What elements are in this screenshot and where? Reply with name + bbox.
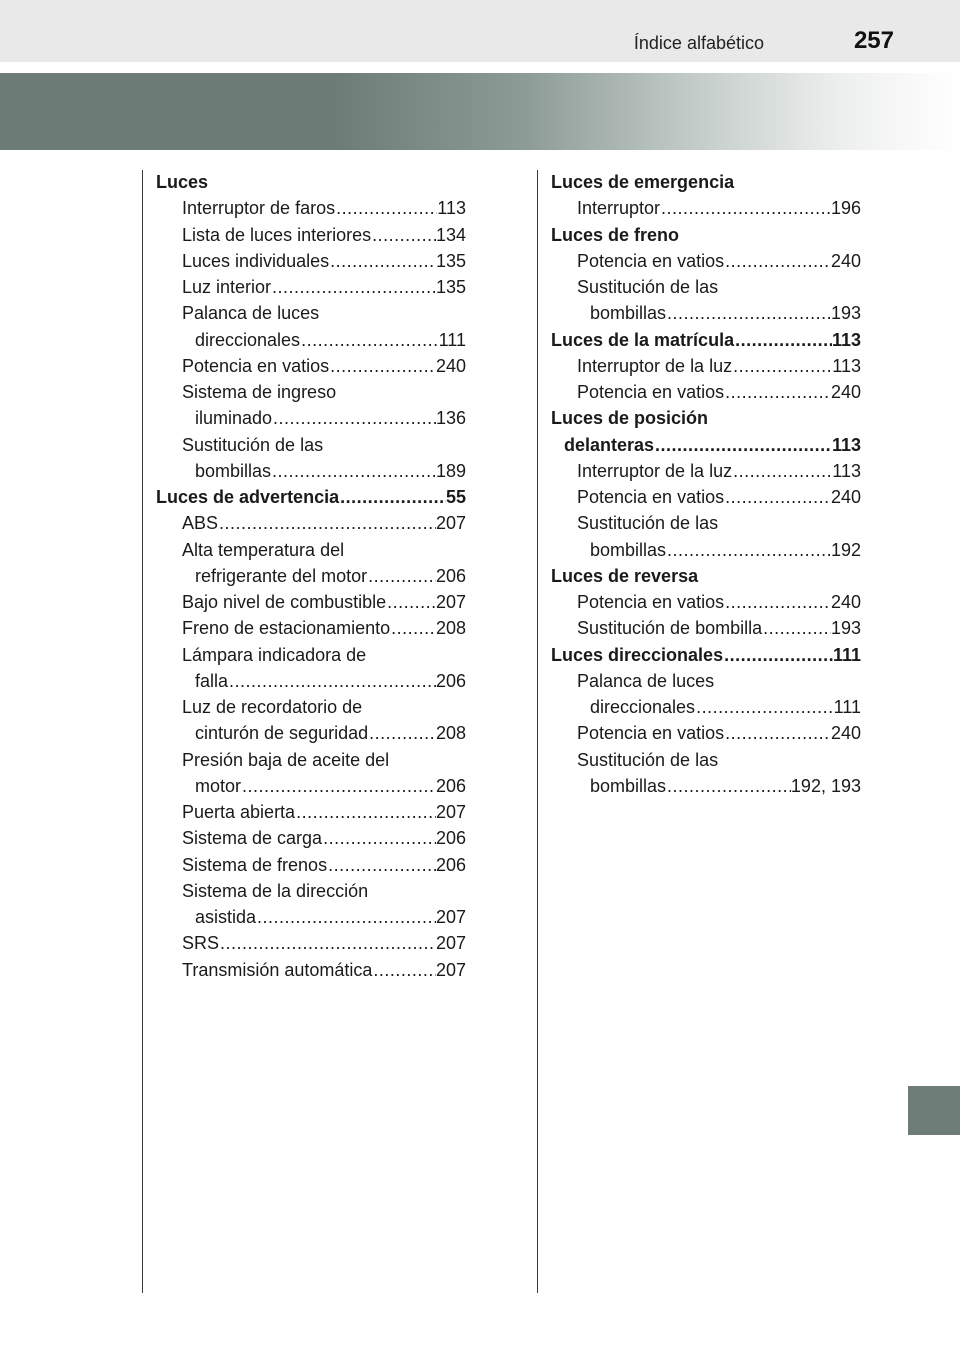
index-entry-text: bombillas bbox=[590, 775, 667, 796]
section-title: Índice alfabético bbox=[633, 33, 764, 53]
index-entry-text: SRS bbox=[182, 933, 220, 954]
index-entry-page: 192 bbox=[830, 539, 861, 560]
index-entry-text: direccionales bbox=[195, 329, 301, 350]
index-entry bbox=[551, 537, 861, 563]
header-bar bbox=[0, 0, 960, 62]
dot-leader bbox=[371, 222, 436, 248]
dot-leader bbox=[339, 484, 446, 510]
index-entry bbox=[156, 642, 466, 668]
index-entry-page: 206 bbox=[435, 854, 466, 875]
index-entry-page: 135 bbox=[435, 277, 466, 297]
index-entry-text: Sistema de frenos bbox=[182, 854, 328, 875]
index-entry bbox=[551, 274, 861, 300]
index-entry-text: Potencia en vatios bbox=[182, 355, 330, 376]
index-entry-text: Presión baja de aceite del bbox=[182, 749, 390, 770]
index-entry-text: Interruptor de faros bbox=[182, 198, 336, 219]
index-entry bbox=[156, 458, 466, 484]
index-entry-text: iluminado bbox=[195, 408, 273, 429]
index-entry bbox=[156, 852, 466, 878]
dot-leader bbox=[228, 668, 436, 694]
index-entry bbox=[551, 694, 861, 720]
index-column-left bbox=[156, 169, 466, 983]
index-entry-page: 113 bbox=[831, 434, 861, 455]
index-entry bbox=[551, 747, 861, 773]
index-entry-text: Sustitución de las bbox=[577, 513, 719, 534]
index-entry-page: 207 bbox=[435, 907, 466, 927]
index-entry-page: 193 bbox=[830, 303, 861, 324]
dot-leader bbox=[368, 720, 436, 746]
index-entry-page: 240 bbox=[830, 250, 861, 271]
index-entry-text: Alta temperatura del bbox=[182, 539, 345, 560]
index-entry-text: direccionales bbox=[590, 697, 696, 717]
index-entry bbox=[156, 248, 466, 274]
index-entry bbox=[156, 300, 466, 326]
index-entry-page: 189 bbox=[435, 460, 466, 481]
index-entry bbox=[551, 379, 861, 405]
dot-leader bbox=[256, 904, 436, 930]
index-entry bbox=[156, 720, 466, 746]
index-entry-page: 113 bbox=[831, 329, 861, 350]
index-entry-page: 207 bbox=[435, 959, 466, 980]
index-entry-page: 134 bbox=[435, 224, 466, 245]
index-entry bbox=[156, 825, 466, 851]
index-entry-text: Luz interior bbox=[182, 277, 272, 297]
index-entry bbox=[551, 432, 861, 458]
dot-leader bbox=[724, 484, 831, 510]
index-entry-text: Transmisión automática bbox=[182, 959, 373, 980]
page-number: 257 bbox=[853, 27, 894, 54]
index-entry bbox=[156, 222, 466, 248]
index-entry-page: 196 bbox=[830, 198, 861, 219]
index-entry-text: motor bbox=[195, 775, 242, 796]
dot-leader bbox=[724, 248, 831, 274]
index-entry-text: Interruptor de la luz bbox=[577, 355, 733, 376]
index-entry bbox=[156, 668, 466, 694]
dot-leader bbox=[666, 300, 831, 326]
index-entry-page: 206 bbox=[435, 828, 466, 849]
index-entry-text: Luz de recordatorio de bbox=[182, 697, 363, 717]
dot-leader bbox=[271, 458, 436, 484]
index-entry-text: Lista de luces interiores bbox=[182, 224, 372, 245]
dot-leader bbox=[386, 589, 436, 615]
index-entry-text: cinturón de seguridad bbox=[195, 723, 369, 744]
dot-leader bbox=[666, 537, 831, 563]
dot-leader bbox=[390, 615, 436, 641]
index-entry bbox=[156, 274, 466, 300]
index-entry bbox=[551, 589, 861, 615]
index-entry-text: Palanca de luces bbox=[577, 670, 715, 691]
index-entry-text: Potencia en vatios bbox=[577, 487, 725, 507]
dot-leader bbox=[732, 353, 832, 379]
index-entry-page: 207 bbox=[435, 513, 466, 534]
index-entry-page: 136 bbox=[435, 408, 466, 429]
index-entry bbox=[551, 248, 861, 274]
index-entry bbox=[551, 773, 861, 799]
index-entry bbox=[156, 353, 466, 379]
index-entry bbox=[156, 537, 466, 563]
index-entry bbox=[156, 169, 466, 195]
index-entry-text: Luces de emergencia bbox=[551, 172, 735, 192]
index-entry-text: Potencia en vatios bbox=[577, 592, 725, 612]
index-entry-text: refrigerante del motor bbox=[195, 565, 368, 586]
dot-leader bbox=[695, 694, 834, 720]
index-entry-text: Freno de estacionamiento bbox=[182, 618, 391, 639]
index-entry bbox=[551, 300, 861, 326]
dot-leader bbox=[272, 405, 436, 431]
index-entry-page: 208 bbox=[435, 618, 466, 639]
dot-leader bbox=[322, 825, 436, 851]
index-entry-text: Luces de posición bbox=[551, 408, 709, 429]
index-entry-text: Luces de freno bbox=[551, 224, 680, 245]
index-entry-text: Luces bbox=[156, 172, 209, 192]
index-entry bbox=[156, 615, 466, 641]
index-entry bbox=[156, 484, 466, 510]
index-entry bbox=[156, 327, 466, 353]
dot-leader bbox=[218, 510, 436, 536]
index-entry-page: 111 bbox=[832, 644, 861, 665]
index-entry bbox=[551, 563, 861, 589]
dot-leader bbox=[327, 852, 436, 878]
index-entry-page: 206 bbox=[435, 670, 466, 691]
index-entry bbox=[156, 694, 466, 720]
index-entry-page: 240 bbox=[830, 723, 861, 744]
dot-leader bbox=[762, 615, 831, 641]
dot-leader bbox=[335, 195, 437, 221]
chapter-tab bbox=[908, 1086, 960, 1135]
index-entry bbox=[551, 353, 861, 379]
index-entry-text: Luces de advertencia bbox=[156, 487, 340, 507]
dot-leader bbox=[724, 589, 831, 615]
index-entry bbox=[551, 222, 861, 248]
index-entry bbox=[156, 589, 466, 615]
index-entry-page: 240 bbox=[830, 592, 861, 612]
dot-leader bbox=[666, 773, 791, 799]
dot-leader bbox=[724, 720, 831, 746]
index-entry-text: Bajo nivel de combustible bbox=[182, 592, 387, 612]
index-entry-page: 207 bbox=[435, 802, 466, 822]
dot-leader bbox=[271, 274, 436, 300]
index-entry-page: 111 bbox=[438, 329, 466, 350]
index-entry-page: 113 bbox=[832, 460, 861, 481]
dot-leader bbox=[654, 432, 832, 458]
index-entry-page: 111 bbox=[833, 697, 861, 717]
index-entry-text: Interruptor de la luz bbox=[577, 460, 733, 481]
index-entry-text: Luces de reversa bbox=[551, 565, 699, 586]
dot-leader bbox=[295, 799, 436, 825]
index-entry bbox=[551, 458, 861, 484]
index-entry bbox=[551, 484, 861, 510]
index-entry-text: Puerta abierta bbox=[182, 802, 296, 822]
index-entry bbox=[551, 405, 861, 431]
index-entry-page: 208 bbox=[435, 723, 466, 744]
dot-leader bbox=[329, 248, 436, 274]
index-entry bbox=[156, 405, 466, 431]
index-entry-text: Palanca de luces bbox=[182, 303, 320, 324]
index-entry-text: Sistema de ingreso bbox=[182, 382, 337, 402]
dot-leader bbox=[732, 458, 832, 484]
index-entry bbox=[156, 930, 466, 956]
dot-leader bbox=[660, 195, 831, 221]
index-entry bbox=[551, 510, 861, 536]
index-entry bbox=[156, 799, 466, 825]
index-entry bbox=[551, 720, 861, 746]
header-gradient-band bbox=[0, 73, 960, 150]
index-entry-text: bombillas bbox=[590, 539, 667, 560]
index-entry-page: 206 bbox=[435, 775, 466, 796]
index-entry bbox=[551, 615, 861, 641]
dot-leader bbox=[300, 327, 439, 353]
dot-leader bbox=[367, 563, 436, 589]
index-entry bbox=[156, 957, 466, 983]
index-entry bbox=[551, 169, 861, 195]
index-entry bbox=[551, 195, 861, 221]
index-entry-page: 240 bbox=[830, 382, 861, 402]
index-entry-text: Sustitución de las bbox=[577, 749, 719, 770]
index-entry-text: bombillas bbox=[590, 303, 667, 324]
index-entry-page: 240 bbox=[435, 355, 466, 376]
index-entry-text: Sustitución de las bbox=[182, 434, 324, 455]
index-entry-page: 207 bbox=[435, 592, 466, 612]
index-entry bbox=[156, 195, 466, 221]
dot-leader bbox=[219, 930, 436, 956]
index-entry-text: Sistema de la dirección bbox=[182, 880, 369, 901]
index-entry-page: 206 bbox=[435, 565, 466, 586]
index-entry bbox=[156, 510, 466, 536]
index-entry-text: delanteras bbox=[564, 434, 655, 455]
dot-leader bbox=[372, 957, 436, 983]
index-entry-page: 192, 193 bbox=[790, 775, 861, 796]
index-entry-text: falla bbox=[195, 670, 229, 691]
index-entry-text: Sustitución de las bbox=[577, 277, 719, 297]
index-entry-text: Sistema de carga bbox=[182, 828, 323, 849]
index-entry-page: 135 bbox=[435, 250, 466, 271]
index-column-right bbox=[551, 169, 861, 799]
dot-leader bbox=[734, 327, 832, 353]
index-entry-text: Luces individuales bbox=[182, 250, 330, 271]
index-entry-page: 207 bbox=[435, 933, 466, 954]
index-entry bbox=[156, 904, 466, 930]
dot-leader bbox=[329, 353, 436, 379]
index-entry-page: 193 bbox=[830, 618, 861, 639]
index-entry-text: Potencia en vatios bbox=[577, 250, 725, 271]
dot-leader bbox=[723, 642, 833, 668]
dot-leader bbox=[724, 379, 831, 405]
index-entry-text: bombillas bbox=[195, 460, 272, 481]
index-entry bbox=[156, 432, 466, 458]
index-entry bbox=[156, 563, 466, 589]
index-entry-text: ABS bbox=[182, 513, 219, 534]
index-entry bbox=[156, 379, 466, 405]
index-entry-text: Interruptor bbox=[577, 198, 661, 219]
index-entry bbox=[156, 773, 466, 799]
index-entry bbox=[156, 747, 466, 773]
index-entry-text: Luces de la matrícula bbox=[551, 329, 735, 350]
index-entry-text: Sustitución de bombilla bbox=[577, 618, 763, 639]
index-entry-page: 113 bbox=[437, 198, 466, 219]
right-column-rule bbox=[537, 170, 538, 1293]
index-entry-text: asistida bbox=[195, 907, 257, 927]
index-entry bbox=[156, 878, 466, 904]
index-entry-text: Potencia en vatios bbox=[577, 382, 725, 402]
index-entry-text: Potencia en vatios bbox=[577, 723, 725, 744]
index-entry bbox=[551, 642, 861, 668]
index-entry-page: 240 bbox=[830, 487, 861, 507]
index-entry-page: 113 bbox=[832, 355, 861, 376]
index-entry bbox=[551, 327, 861, 353]
index-entry-text: Luces direccionales bbox=[551, 644, 724, 665]
index-entry-text: Lámpara indicadora de bbox=[182, 644, 367, 665]
left-column-rule bbox=[142, 170, 143, 1293]
index-entry-page: 55 bbox=[445, 487, 466, 507]
dot-leader bbox=[241, 773, 436, 799]
index-entry bbox=[551, 668, 861, 694]
